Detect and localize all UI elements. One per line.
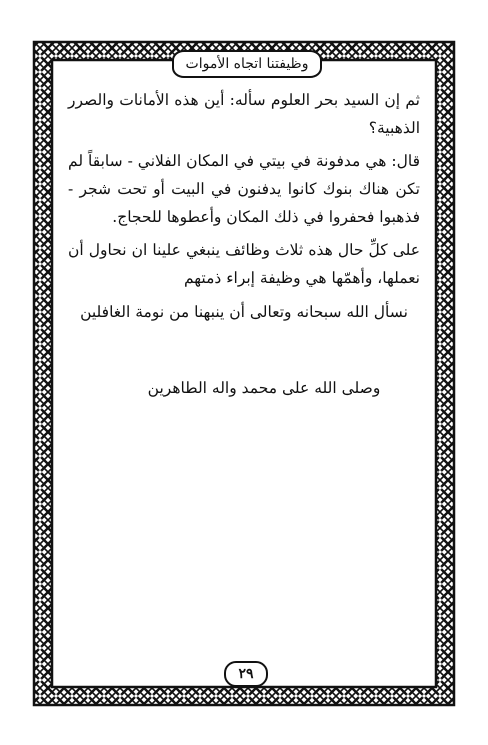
chapter-title xyxy=(172,50,322,78)
paragraph: على كلِّ حال هذه ثلاث وظائف ينبغي علينا ان نحاول أن نعملها، وأهمّها هي وظيفة إبراء ذمتهم xyxy=(68,241,420,287)
closing-line: وصلى الله على محمد واله الطاهرين xyxy=(147,379,381,397)
page-number-text: ٢٩ xyxy=(238,666,254,682)
page-number xyxy=(224,661,268,687)
paragraph: قال: هي مدفونة في بيتي في المكان الفلاني - سابقاً لم تكن هناك بنوك كانوا يدفنون في البيت أو تحت شجر - فذهبوا فحفروا في ذلك المكان وأعطوها للحجاج. xyxy=(68,152,420,226)
page-body xyxy=(68,86,420,407)
prayer-line: نسأل الله سبحانه وتعالى أن ينبهنا من نومة الغافلين xyxy=(80,303,408,321)
paragraph: ثم إن السيد بحر العلوم سأله: أين هذه الأمانات والصرر الذهبية؟ xyxy=(68,91,420,137)
chapter-title-text: وظيفتنا اتجاه الأموات xyxy=(185,56,309,72)
